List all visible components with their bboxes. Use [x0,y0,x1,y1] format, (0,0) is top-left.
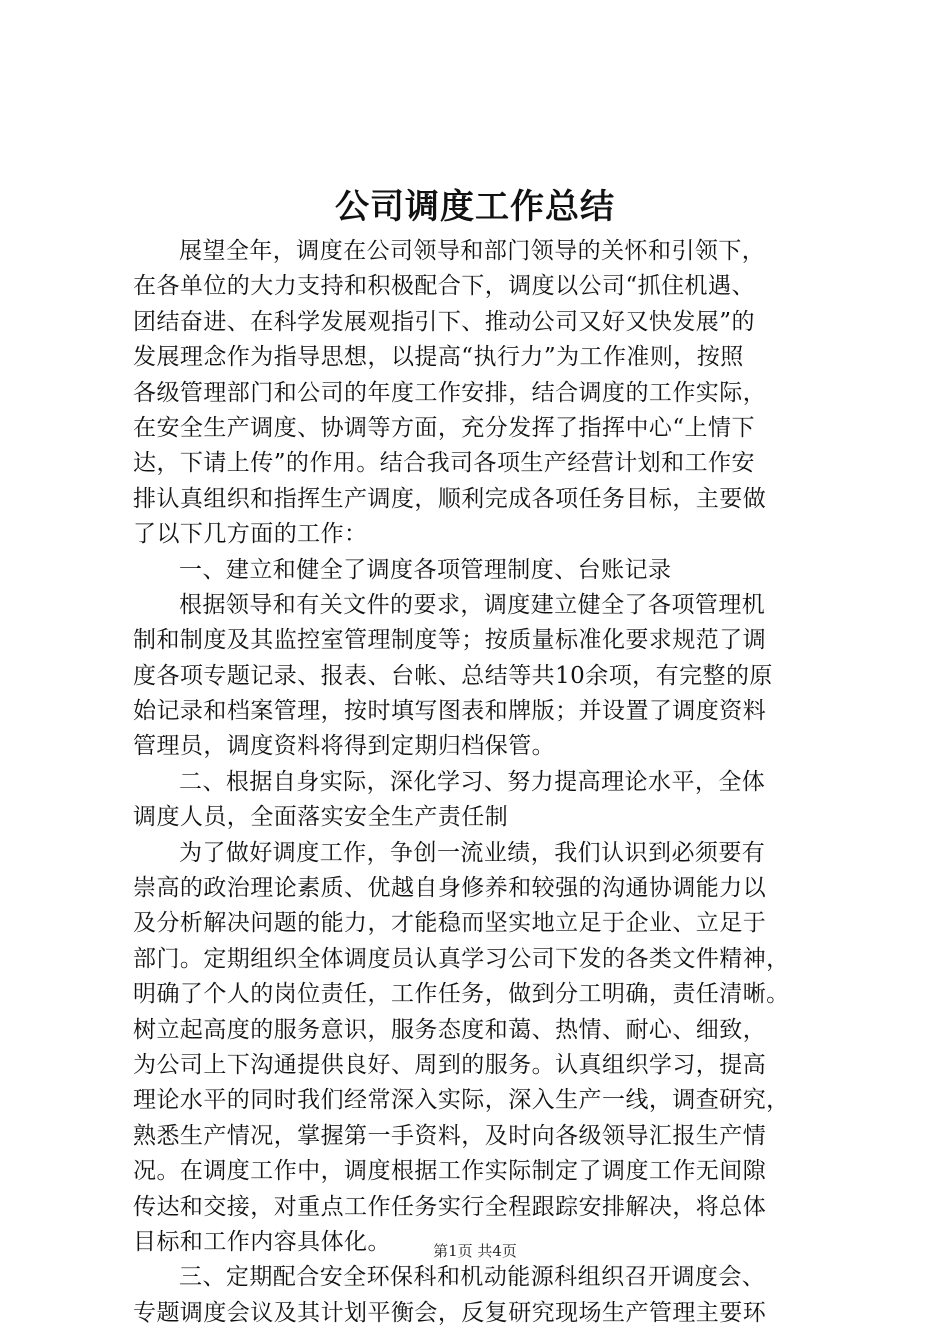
section-heading: 三、定期配合安全环保科和机动能源科组织召开调度会、 [179,1264,766,1291]
text-line: 发展理念作为指导思想，以提高“执行力”为工作准则，按照 [133,344,744,371]
section-heading: 二、根据自身实际，深化学习、努力提高理论水平，全体 [179,768,766,795]
text-line: 管理员，调度资料将得到定期归档保管。 [133,733,556,760]
text-line: 在安全生产调度、协调等方面，充分发挥了指挥中心“上情下 [133,414,755,441]
section-heading: 一、建立和健全了调度各项管理制度、台账记录 [179,556,672,583]
text-line: 始记录和档案管理，按时填写图表和牌版；并设置了调度资料 [133,698,767,725]
text-line: 明确了个人的岗位责任，工作任务，做到分工明确，责任清晰。 [133,981,790,1008]
text-line: 为公司上下沟通提供良好、周到的服务。认真组织学习，提高 [133,1051,767,1078]
text-line: 度各项专题记录、报表、台帐、总结等共10余项，有完整的原 [133,662,773,689]
text-line: 理论水平的同时我们经常深入实际，深入生产一线，调查研究， [133,1087,790,1114]
page-footer: 第1页 共4页 [433,1242,517,1260]
text-line: 熟悉生产情况，掌握第一手资料，及时向各级领导汇报生产情 [133,1122,767,1149]
text-line: 崇高的政治理论素质、优越自身修养和较强的沟通协调能力以 [133,875,767,902]
text-line: 传达和交接，对重点工作任务实行全程跟踪安排解决，将总体 [133,1193,767,1220]
text-line: 展望全年，调度在公司领导和部门领导的关怀和引领下， [179,238,766,264]
text-line: 各级管理部门和公司的年度工作安排，结合调度的工作实际， [133,379,767,406]
text-line: 况。在调度工作中，调度根据工作实际制定了调度工作无间隙 [133,1158,767,1185]
document-body [133,234,829,1331]
text-line: 及分析解决问题的能力，才能稳而坚实地立足于企业、立足于 [133,910,767,937]
text-line: 制和制度及其监控室管理制度等；按质量标准化要求规范了调 [133,627,767,654]
text-line: 达，下请上传”的作用。结合我司各项生产经营计划和工作安 [133,450,755,477]
text-line: 树立起高度的服务意识，服务态度和蔼、热情、耐心、细致， [133,1016,767,1043]
text-line: 在各单位的大力支持和积极配合下，调度以公司“抓住机遇、 [133,273,755,300]
text-line: 部门。定期组织全体调度员认真学习公司下发的各类文件精神， [133,945,790,972]
text-line: 目标和工作内容具体化。 [133,1228,391,1255]
text-line: 专题调度会议及其计划平衡会，反复研究现场生产管理主要环 [133,1299,767,1326]
text-line: 排认真组织和指挥生产调度，顺利完成各项任务目标，主要做 [133,485,767,512]
text-line: 为了做好调度工作，争创一流业绩，我们认识到必须要有 [179,839,766,866]
document-title: 公司调度工作总结 [335,187,615,227]
text-line: 根据领导和有关文件的要求，调度建立健全了各项管理机 [179,591,766,618]
section-heading-continued: 调度人员，全面落实安全生产责任制 [133,804,509,831]
text-line: 了以下几方面的工作： [133,521,368,548]
text-line: 团结奋进、在科学发展观指引下、推动公司又好又快发展”的 [133,308,755,335]
